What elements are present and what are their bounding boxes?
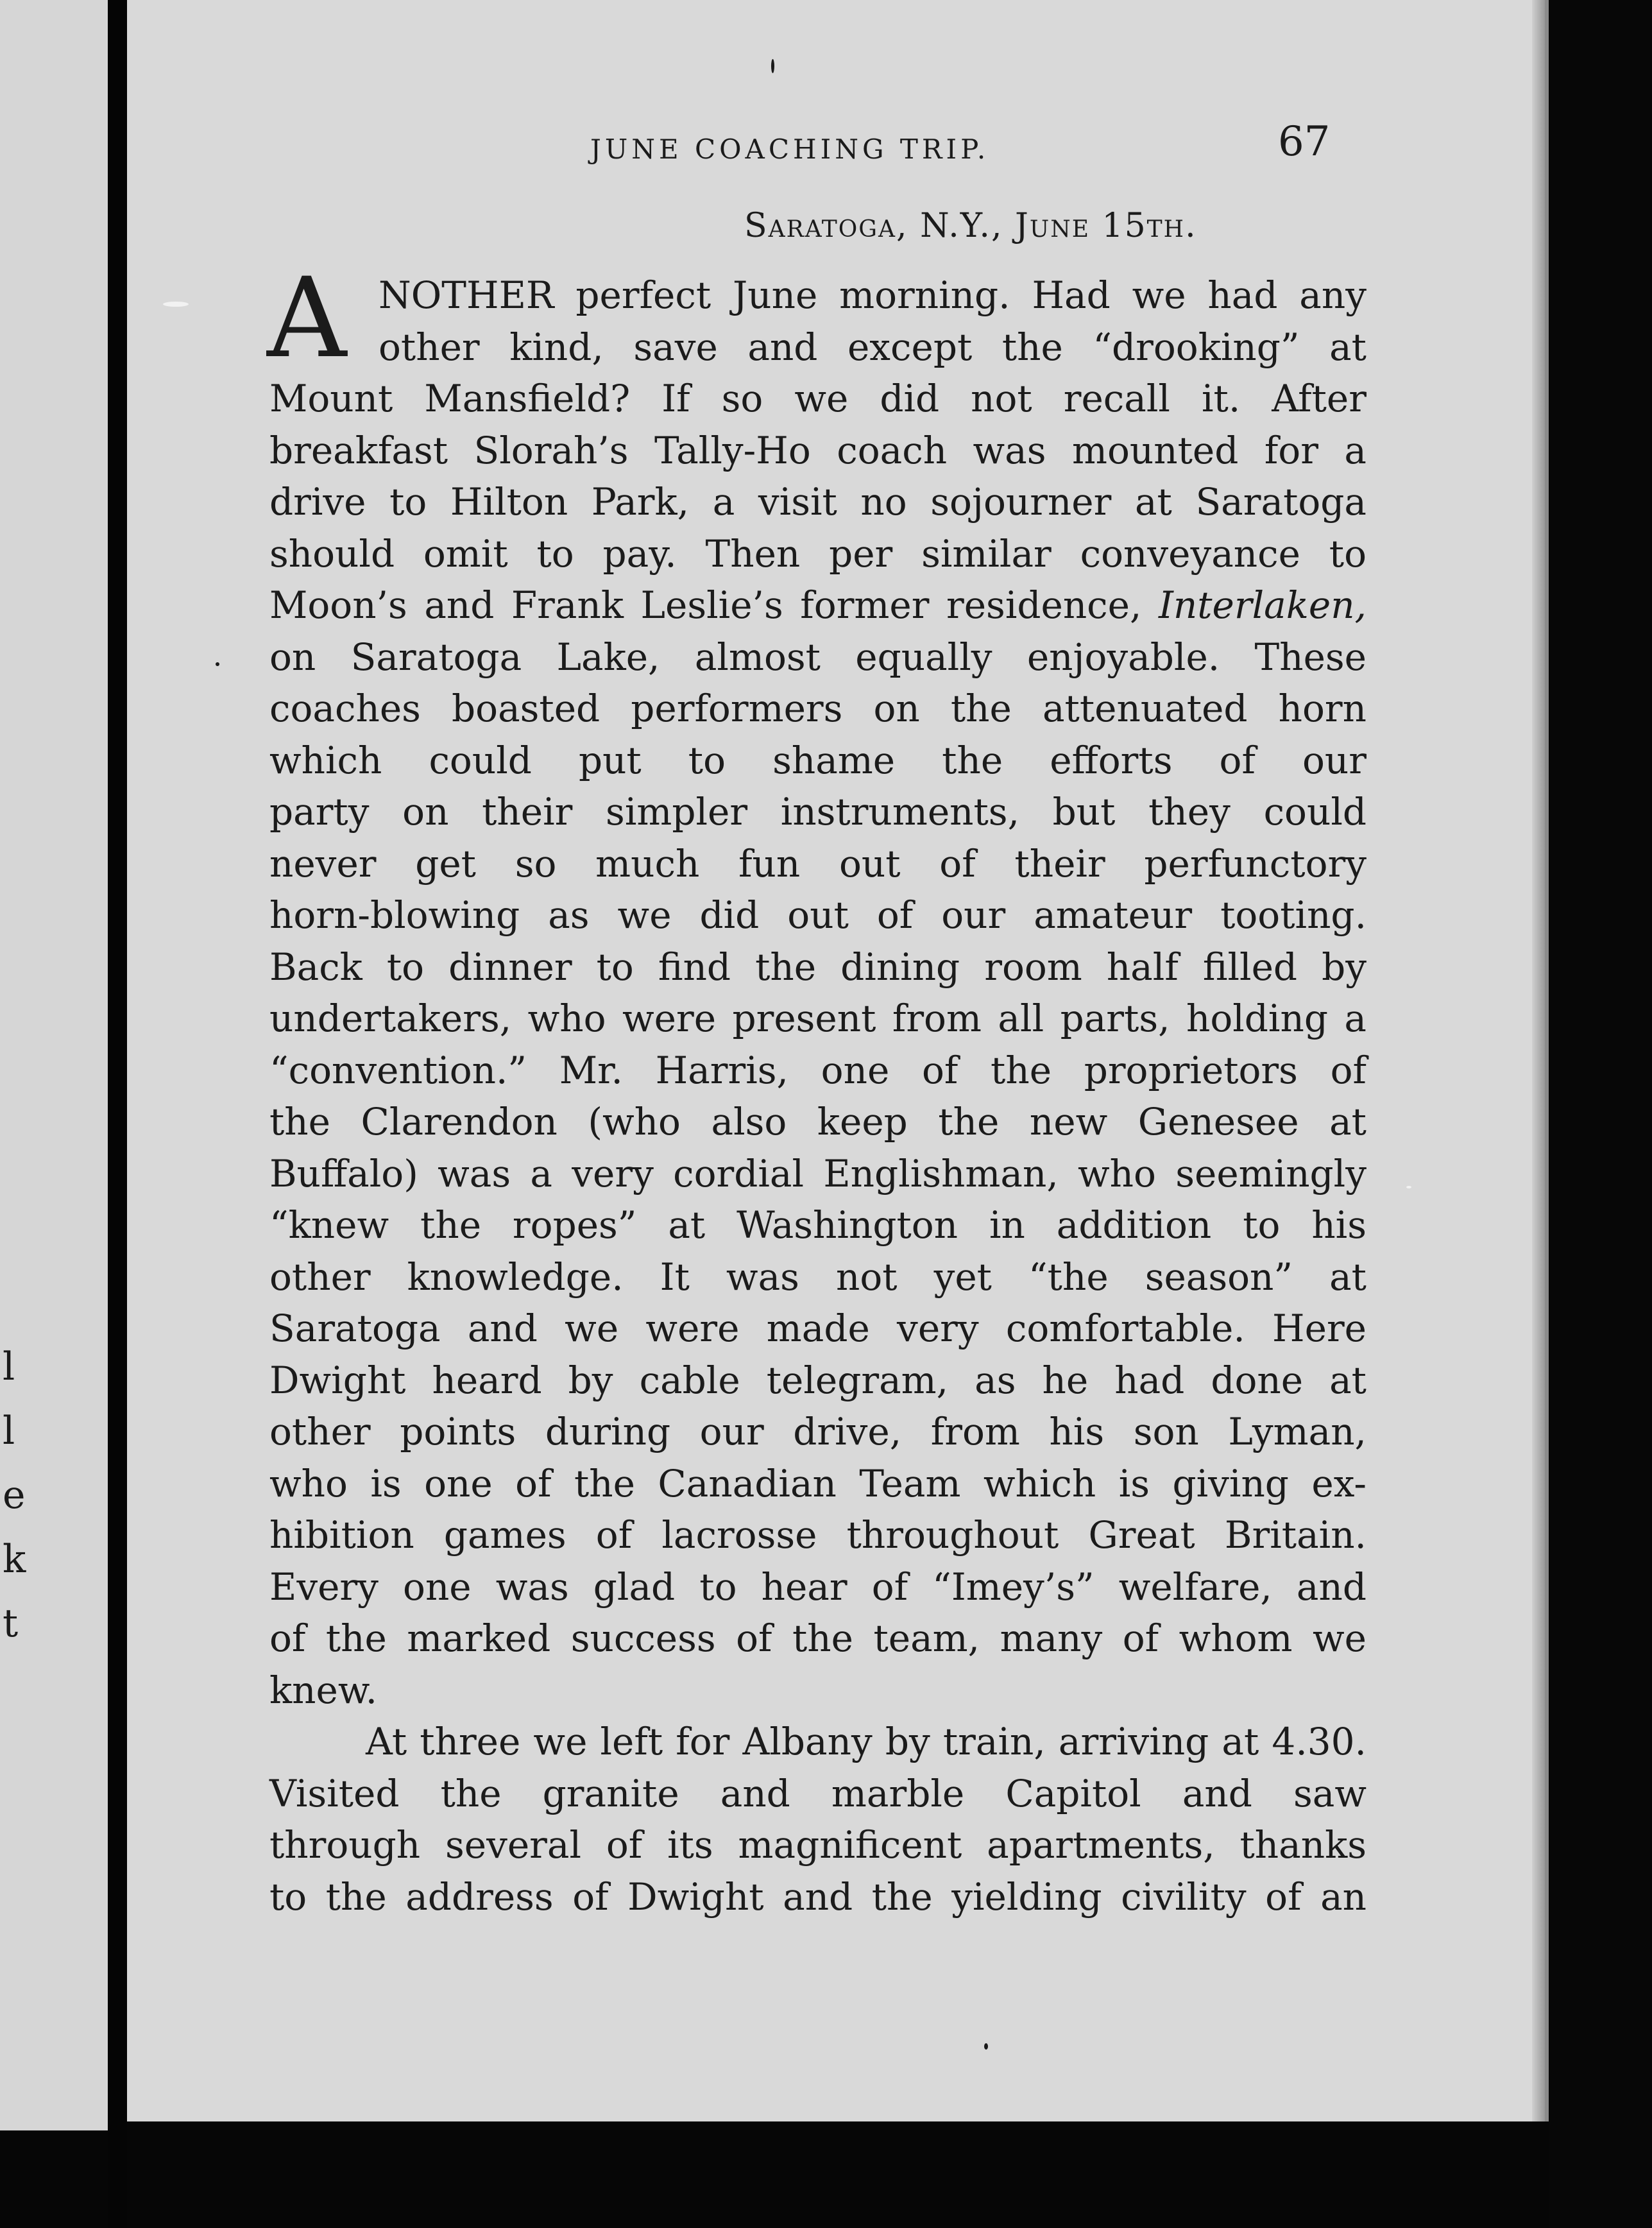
- text-line: [269, 270, 1367, 321]
- text-line-content: through several of its magnificent apartments, thanks: [269, 1823, 1367, 1867]
- text-line: [269, 476, 1367, 528]
- text-line-content: on Saratoga Lake, almost equally enjoyable. These: [269, 635, 1367, 679]
- text-line-content: coaches boasted performers on the attenuated horn: [269, 687, 1367, 730]
- text-line: [269, 1768, 1367, 1820]
- text-line-content: breakfast Slorah’s Tally-Ho coach was mounted for a: [269, 428, 1367, 472]
- text-line: [269, 941, 1367, 993]
- text-line: [269, 1096, 1367, 1148]
- book-gutter: [108, 0, 127, 2228]
- text-line-content: Every one was glad to hear of “Imey’s” welfare, and: [269, 1564, 1367, 1609]
- facing-page-fragment: e: [3, 1473, 26, 1518]
- text-line: [269, 1665, 1367, 1717]
- text-line-content: drive to Hilton Park, a visit no sojourner at Saratoga: [269, 480, 1367, 524]
- text-line-content: never get so much fun out of their perfunctory: [269, 841, 1367, 886]
- facing-page-fragment: t: [3, 1601, 19, 1646]
- text-line-content: Dwight heard by cable telegram, as he had done at: [269, 1358, 1367, 1402]
- facing-page-edge: [0, 0, 108, 2130]
- text-line-content: Mount Mansfield? If so we did not recall it. After: [269, 377, 1367, 420]
- text-line-content: knew.: [269, 1668, 378, 1712]
- text-line-content: to the address of Dwight and the yielding civility of an: [269, 1874, 1367, 1919]
- text-line: [269, 579, 1367, 631]
- text-line: [269, 786, 1367, 838]
- speck: [216, 662, 219, 666]
- facing-page-fragments: [3, 1335, 28, 1656]
- page-number: 67: [1278, 118, 1331, 166]
- text-line: [269, 1871, 1367, 1923]
- text-line: [269, 528, 1367, 580]
- text-line: [269, 735, 1367, 787]
- text-line-content: NOTHER perfect June morning. Had we had any: [379, 273, 1367, 317]
- text-line-content: Saratoga and we were made very comfortable. Here: [269, 1307, 1367, 1350]
- text-line-content: hibition games of lacrosse throughout Great Britain.: [269, 1513, 1367, 1557]
- text-line-content: the Clarendon (who also keep the new Genesee at: [269, 1100, 1367, 1144]
- text-line: [269, 1303, 1367, 1355]
- text-line: [269, 1716, 1367, 1768]
- text-line: [269, 1406, 1367, 1458]
- text-line: [269, 1199, 1367, 1251]
- text-line: [269, 631, 1367, 683]
- text-line: [269, 373, 1367, 425]
- text-line-content: Buffalo) was a very cordial Englishman, who seemingly: [269, 1151, 1367, 1195]
- italic-text: Interlaken,: [1158, 583, 1367, 627]
- speck: [163, 302, 189, 307]
- text-line: [269, 889, 1367, 941]
- text-line: [269, 1819, 1367, 1871]
- text-line: [269, 1251, 1367, 1303]
- text-line: [269, 1045, 1367, 1097]
- text-line: [269, 838, 1367, 890]
- facing-page-fragment: k: [3, 1537, 26, 1582]
- text-line-content: horn-blowing as we did out of our amateur tooting.: [269, 893, 1367, 937]
- text-line-content: “convention.” Mr. Harris, one of the proprietors of: [269, 1048, 1367, 1092]
- speck: [984, 2043, 988, 2050]
- dateline: Saratoga, N.Y., June 15th.: [744, 207, 1197, 245]
- text-line-content: other points during our drive, from his son Lyman,: [269, 1410, 1367, 1453]
- text-line-content: At three we left for Albany by train, arriving at 4.30.: [366, 1720, 1367, 1763]
- facing-page-fragment: l: [3, 1409, 15, 1453]
- text-line-content: other knowledge. It was not yet “the season” at: [269, 1255, 1367, 1299]
- text-line-content: of the marked success of the team, many of whom we: [269, 1616, 1367, 1660]
- facing-page-fragment: l: [3, 1344, 15, 1389]
- text-line-content: undertakers, who were present from all parts, holding a: [269, 997, 1367, 1040]
- text-line: [269, 1561, 1367, 1613]
- text-line: [269, 321, 1367, 373]
- text-line: [269, 425, 1367, 477]
- text-line-content: other kind, save and except the “drooking” at: [379, 325, 1367, 369]
- text-line-content: Moon’s and Frank Leslie’s former residence,: [269, 583, 1159, 627]
- scan-border-right: [1549, 0, 1652, 2228]
- speck: [1406, 1186, 1411, 1188]
- text-line: [269, 1509, 1367, 1561]
- text-line-content: “knew the ropes” at Washington in addition to his: [269, 1203, 1367, 1247]
- text-line: [269, 993, 1367, 1045]
- text-line: [269, 1613, 1367, 1665]
- text-line: [269, 1458, 1367, 1510]
- text-line-content: should omit to pay. Then per similar conveyance to: [269, 531, 1367, 576]
- speck: [771, 59, 774, 73]
- text-line-content: party on their simpler instruments, but they could: [269, 790, 1367, 834]
- page-edge-shadow: [1532, 0, 1545, 2121]
- text-line: [269, 1355, 1367, 1407]
- text-line-content: who is one of the Canadian Team which is giving ex-: [269, 1461, 1367, 1505]
- text-line: [269, 1148, 1367, 1200]
- text-line-content: which could put to shame the efforts of our: [269, 738, 1367, 782]
- running-head: JUNE COACHING TRIP.: [590, 133, 990, 165]
- body-text: [269, 270, 1367, 1923]
- text-line: [269, 683, 1367, 735]
- text-line-content: Visited the granite and marble Capitol and saw: [269, 1771, 1367, 1815]
- drop-cap: A: [267, 253, 347, 382]
- text-line-content: Back to dinner to find the dining room half filled by: [269, 945, 1367, 989]
